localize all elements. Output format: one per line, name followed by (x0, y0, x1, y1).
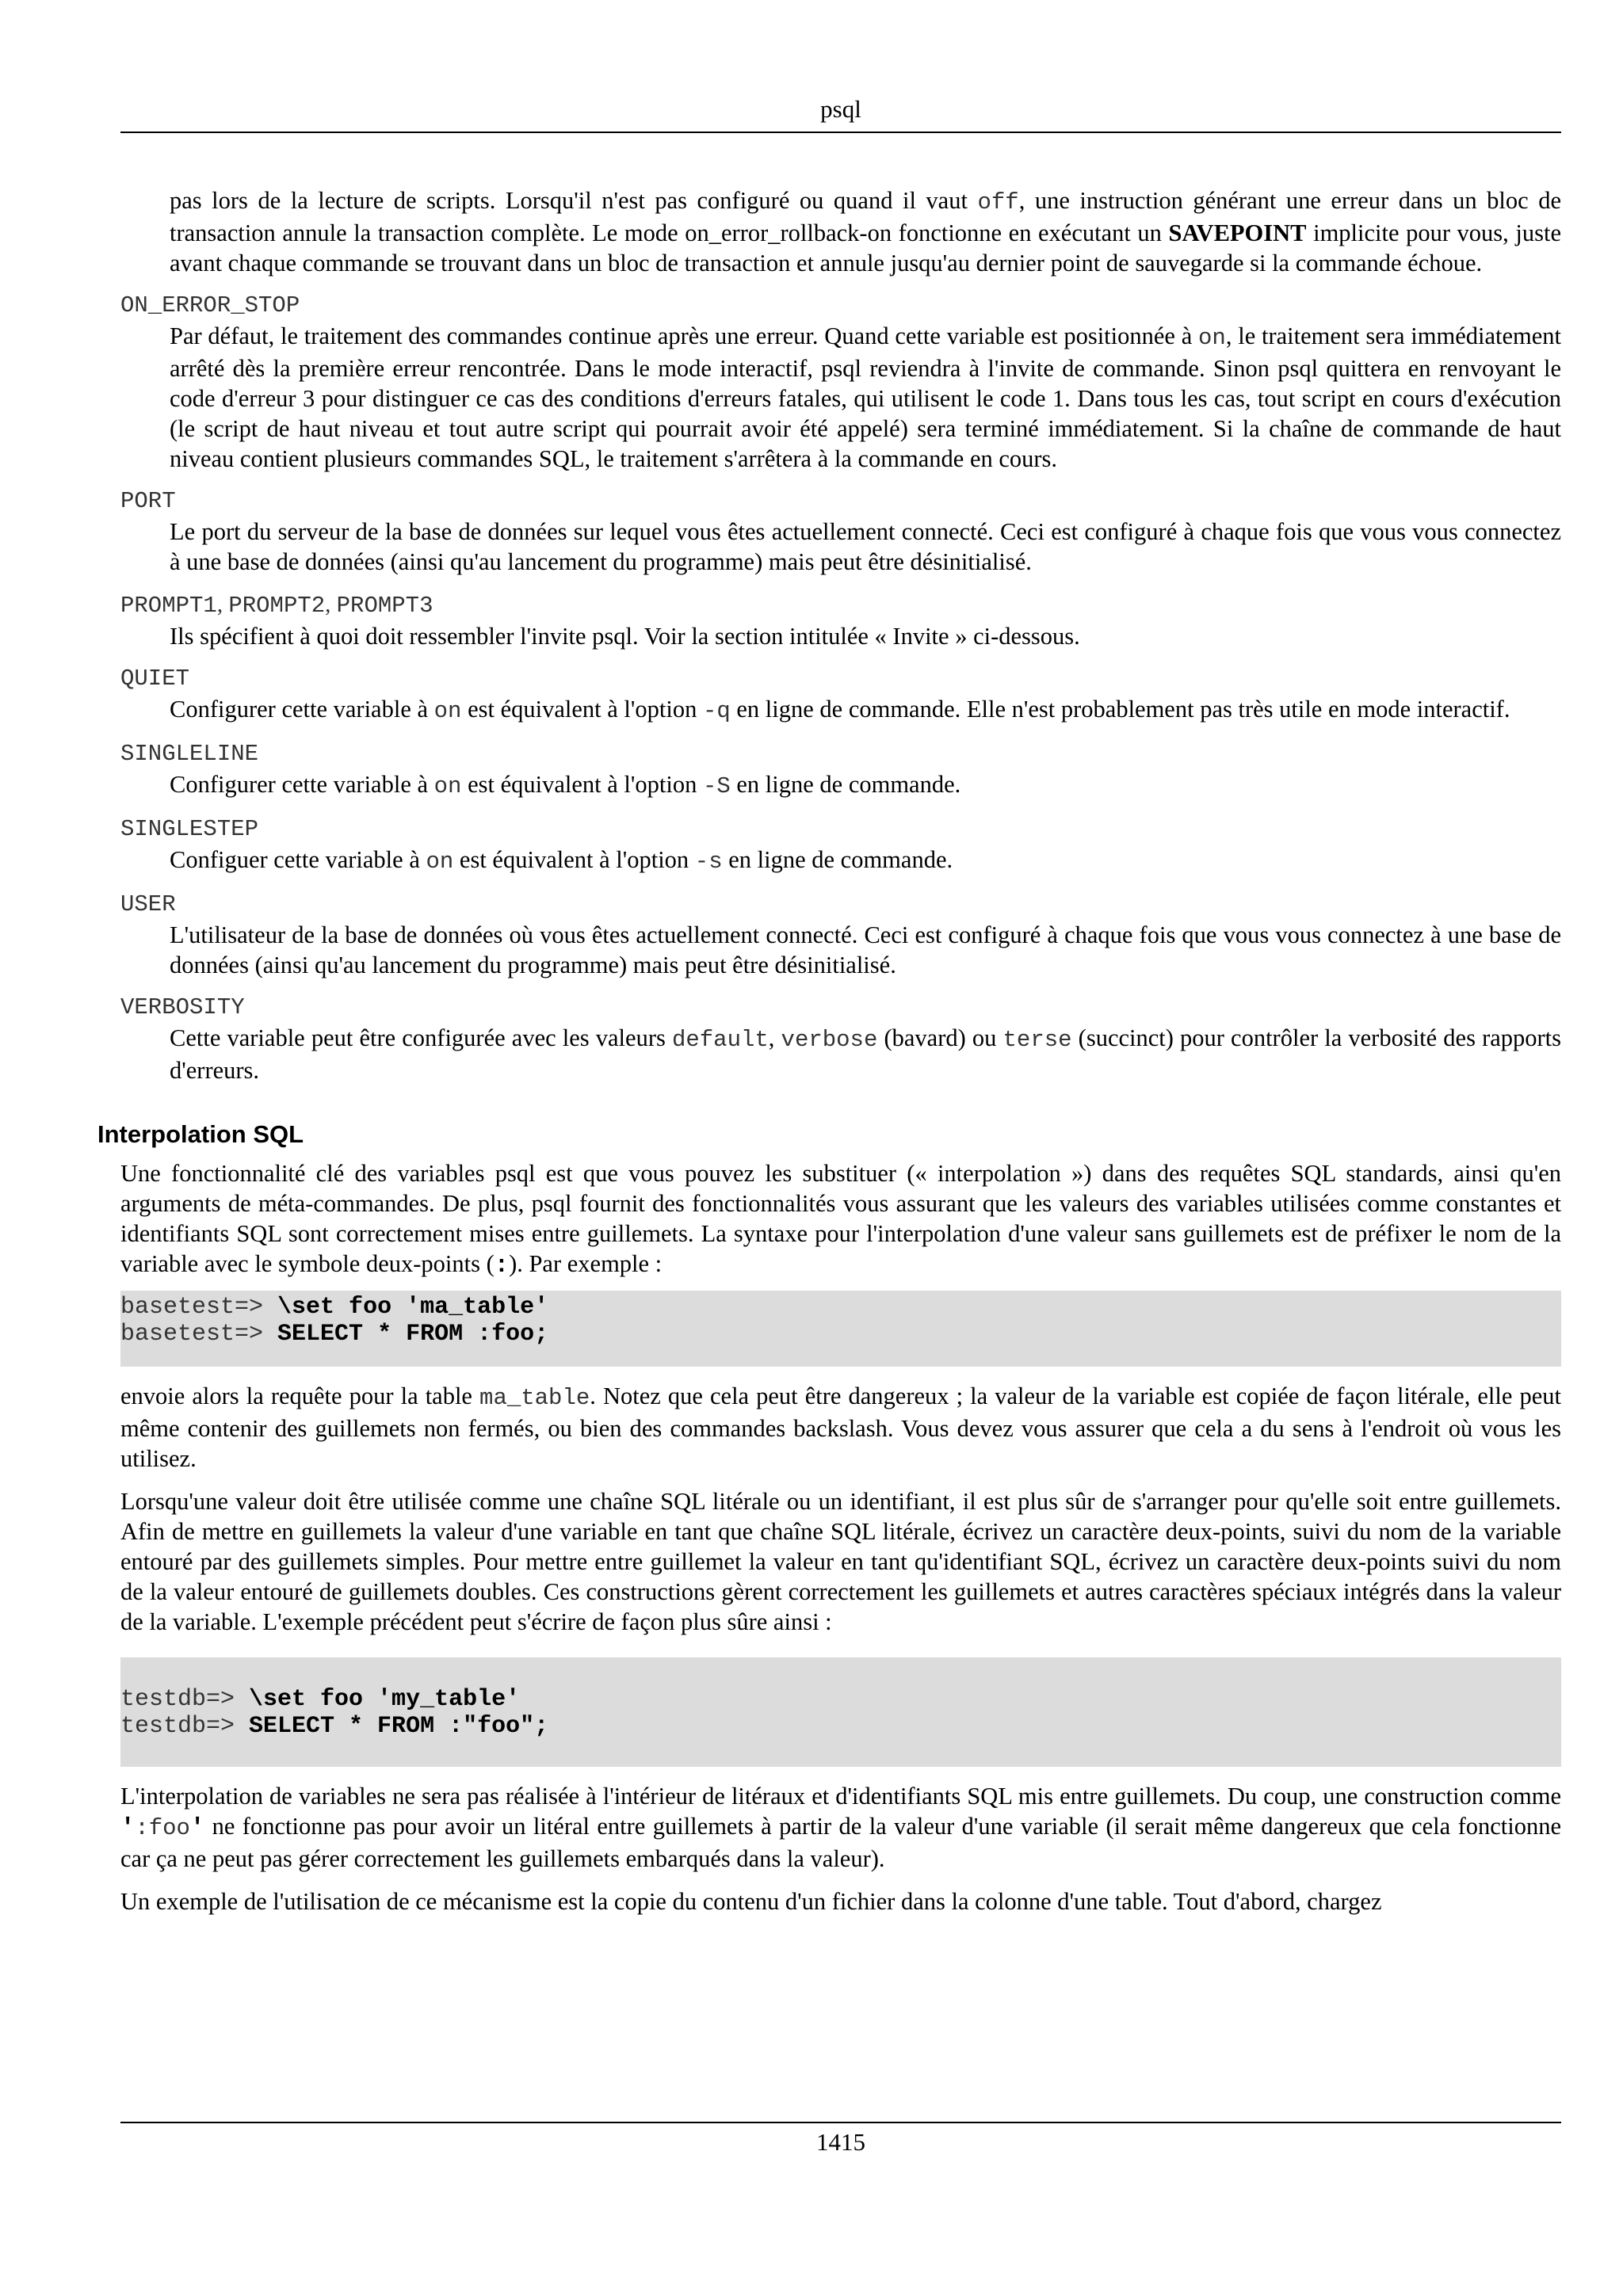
definition-quiet (170, 694, 1561, 727)
literal-default: default (671, 1027, 769, 1053)
code-command: \set foo 'my_table' (249, 1686, 521, 1713)
term-prompt1: PROMPT1 (120, 593, 217, 619)
text: Cette variable peut être configurée avec les valeurs (170, 1024, 672, 1051)
code-block-2 (120, 1657, 1561, 1767)
code-command: SELECT * FROM :"foo"; (249, 1713, 549, 1740)
page-content (97, 185, 1562, 1917)
text: en ligne de commande. Elle n'est probablement pas très utile en mode interactif. (730, 696, 1510, 723)
intro-paragraph (170, 185, 1561, 278)
option-q: -q (702, 698, 731, 724)
term-singlestep: SINGLESTEP (120, 816, 259, 842)
literal-ma-table: ma_table (479, 1385, 590, 1411)
quote: ' (120, 1815, 136, 1842)
literal-terse: terse (1002, 1027, 1072, 1053)
term-port: PORT (120, 488, 176, 514)
literal-off: off (977, 189, 1019, 215)
text: en ligne de commande. (722, 846, 953, 873)
text: Configurer cette variable à (170, 771, 434, 798)
text: Une fonctionnalité clé des variables psql est que vous pouvez les substituer (« interpolation ») dans des requêtes SQL standards, ainsi qu'en arguments de méta-commandes. De plus, psql fournit des fonctionnalités vous assurant que les valeurs des variables utilisées comme constantes et identifiants SQL sont correctement mises entre guillemets. La syntaxe pour l'interpolation d'une valeur sans guillemets est de préfixer le nom de la variable avec le symbole deux-points ( (120, 1160, 1561, 1277)
savepoint-command: SAVEPOINT (1168, 219, 1307, 246)
colon-symbol: : (494, 1253, 510, 1280)
text: , le traitement sera immédiatement arrêté dès la première erreur rencontrée. Dans le mode interactif, psql reviendra à l'invite de commande. Sinon psql quittera en renvoyant le code d'erreur 3 pour distinguer ce cas des conditions d'erreurs fatales, qui utilisent le code 1. Dans tous les cas, tout script en cours d'exécution (le script de haut niveau et tout autre script qui pourrait avoir été appelé) sera terminé immédiatement. Si la chaîne de commande de haut niveau contient plusieurs commandes SQL, le traitement s'arrêtera à la commande en cours. (170, 322, 1562, 472)
literal-on: on (433, 698, 462, 724)
code-prompt: testdb=> (120, 1713, 250, 1740)
literal-on: on (433, 773, 462, 799)
code-prompt: basetest=> (120, 1294, 278, 1321)
text: (succinct) pour contrôler la verbosité des rapports d'erreurs. (170, 1024, 1562, 1084)
text: Configuer cette variable à (170, 846, 426, 873)
code-prompt: testdb=> (120, 1686, 250, 1713)
term-prompt2: PROMPT2 (228, 593, 326, 619)
term-verbosity: VERBOSITY (120, 994, 245, 1020)
text: envoie alors la requête pour la table (120, 1383, 480, 1409)
code-block-1 (120, 1291, 1561, 1367)
separator: , (325, 592, 337, 617)
text: , (768, 1024, 781, 1051)
quote: ' (189, 1815, 205, 1842)
text: est équivalent à l'option (461, 771, 703, 798)
text: Configurer cette variable à (170, 696, 434, 723)
section-paragraph-2 (120, 1381, 1561, 1474)
code-command: SELECT * FROM :foo; (277, 1321, 549, 1348)
text: , une instruction générant une erreur dans un bloc de transaction annule la transaction complète. Le mode on_error_rollback-on fonctionne en exécutant un (170, 187, 1561, 246)
term-quiet: QUIET (120, 666, 190, 692)
section-paragraph-5: Un exemple de l'utilisation de ce mécanisme est la copie du contenu d'un fichier dans la colonne d'une table. Tout d'abord, chargez (120, 1888, 1382, 1915)
text: est équivalent à l'option (461, 696, 703, 723)
literal-verbose: verbose (781, 1027, 878, 1053)
text: en ligne de commande. (730, 771, 961, 798)
page-number: 1415 (816, 2128, 865, 2156)
text: implicite pour vous, juste avant chaque commande se trouvant dans un bloc de transaction et annule jusqu'au dernier point de sauvegarde si la commande échoue. (170, 219, 1561, 277)
section-paragraph-1 (120, 1158, 1561, 1281)
text: pas lors de la lecture de scripts. Lorsqu'il n'est pas configuré ou quand il vaut (170, 187, 978, 214)
literal-on: on (426, 849, 454, 875)
option-s: -s (694, 849, 723, 875)
text: ne fonctionne pas pour avoir un litéral entre guillemets à partir de la valeur d'une variable (il serait même dangereux que cela fonctionne car ça ne peut pas gérer correctement les guillemets embarqués dans la valeur). (120, 1813, 1561, 1872)
page-header (120, 93, 1561, 133)
definition-user: L'utilisateur de la base de données où vous êtes actuellement connecté. Ceci est configuré à chaque fois que vous vous connectez à une base de données (ainsi qu'au lancement du programme) mais peut être désinitialisé. (170, 921, 1561, 978)
page-footer (120, 2122, 1561, 2160)
term-prompt3: PROMPT3 (336, 593, 433, 619)
definition-on-error-stop (170, 321, 1561, 474)
term-prompt (120, 589, 1561, 621)
literal-foo: :foo (135, 1815, 190, 1841)
term-user: USER (120, 891, 176, 917)
definition-port: Le port du serveur de la base de données sur lequel vous êtes actuellement connecté. Ceci est configuré à chaque fois que vous vous connectez à une base de données (ainsi qu'au lancement du programme) mais peut être désinitialisé. (170, 518, 1561, 575)
term-singleline: SINGLELINE (120, 741, 259, 767)
section-paragraph-3: Lorsqu'une valeur doit être utilisée comme une chaîne SQL litérale ou un identifiant, il est plus sûr de s'arranger pour qu'elle soit entre guillemets. Afin de mettre en guillemets la valeur d'une variable en tant que chaîne SQL litérale, écrivez un caractère deux-points, suivi du nom de la variable entouré par des guillemets simples. Pour mettre entre guillemet la valeur en tant qu'identifiant SQL, écrivez un caractère deux-points suivi du nom de la valeur entouré de guillemets doubles. Ces constructions gèrent correctement les guillemets et autres caractères spéciaux intégrés dans la valeur de la variable. L'exemple précédent peut s'écrire de façon plus sûre ainsi : (120, 1488, 1561, 1635)
text: . Notez que cela peut être dangereux ; la valeur de la variable est copiée de façon litérale, elle peut même contenir des guillemets non fermés, ou bien des commandes backslash. Vous devez vous assurer que cela a du sens à l'endroit où vous les utilisez. (120, 1383, 1561, 1472)
section-heading: Interpolation SQL (97, 1120, 304, 1148)
term-on-error-stop: ON_ERROR_STOP (120, 292, 300, 318)
literal-on: on (1198, 325, 1226, 351)
definition-verbosity (170, 1023, 1561, 1085)
option-S: -S (702, 773, 731, 799)
definition-singleline (170, 769, 1561, 802)
definition-prompt: Ils spécifient à quoi doit ressembler l'invite psql. Voir la section intitulée « Invite » ci-dessous. (170, 623, 1080, 650)
text: Par défaut, le traitement des commandes continue après une erreur. Quand cette variable est positionnée à (170, 322, 1199, 349)
text: L'interpolation de variables ne sera pas réalisée à l'intérieur de litéraux et d'identifiants SQL mis entre guillemets. Du coup, une construction comme (120, 1783, 1561, 1810)
definition-singlestep (170, 845, 1561, 877)
text: est équivalent à l'option (453, 846, 695, 873)
code-prompt: basetest=> (120, 1321, 278, 1348)
code-command: \set foo 'ma_table' (277, 1294, 549, 1321)
text: ). Par exemple : (509, 1250, 663, 1277)
section-paragraph-4 (120, 1781, 1561, 1874)
header-title: psql (820, 95, 861, 123)
separator: , (216, 592, 229, 617)
text: (bavard) ou (877, 1024, 1003, 1051)
